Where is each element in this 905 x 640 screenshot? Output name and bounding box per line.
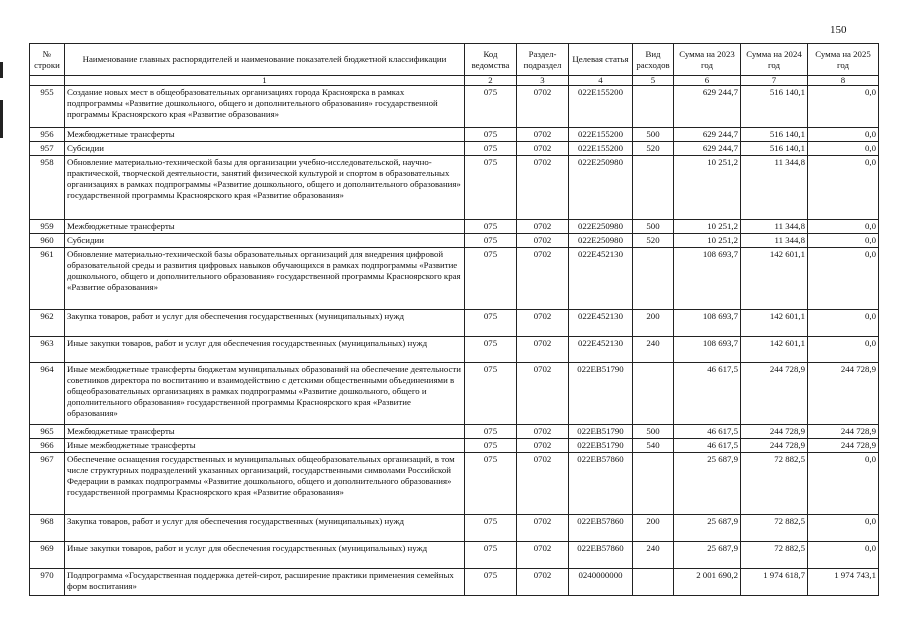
row-sum-2024: 142 601,1 <box>741 310 808 337</box>
row-expense-type: 200 <box>633 310 674 337</box>
header-sum-2025: Сумма на 2025 год <box>808 44 879 76</box>
table-row <box>30 86 879 128</box>
row-sum-2024: 1 974 618,7 <box>741 569 808 596</box>
row-name: Обновление материально-технической базы образовательных организаций для внедрения цифровой образовательной среды и развития цифровых навыков обучающихся в рамках подпрограммы «Развитие дошкольного, общего и дополнительного образования» государственной программы Красноярского края «Развитие образования» <box>65 248 465 310</box>
row-number: 966 <box>30 439 65 453</box>
row-target-item: 022Е452130 <box>569 248 633 310</box>
row-sum-2025: 0,0 <box>808 128 879 142</box>
row-sum-2023: 46 617,5 <box>674 425 741 439</box>
row-sum-2025: 0,0 <box>808 220 879 234</box>
header-name: Наименование главных распорядителей и наименование показателей бюджетной классификации <box>65 44 465 76</box>
table-row <box>30 248 879 310</box>
row-sum-2023: 108 693,7 <box>674 248 741 310</box>
row-section: 0702 <box>517 569 569 596</box>
row-target-item: 0240000000 <box>569 569 633 596</box>
table-row <box>30 425 879 439</box>
column-number <box>30 76 65 86</box>
row-sum-2023: 46 617,5 <box>674 363 741 425</box>
table-row <box>30 310 879 337</box>
row-section: 0702 <box>517 310 569 337</box>
row-number: 970 <box>30 569 65 596</box>
row-department-code: 075 <box>465 363 517 425</box>
row-target-item: 022ЕВ51790 <box>569 363 633 425</box>
row-section: 0702 <box>517 542 569 569</box>
row-target-item: 022Е452130 <box>569 310 633 337</box>
row-sum-2023: 629 244,7 <box>674 128 741 142</box>
row-sum-2024: 142 601,1 <box>741 337 808 363</box>
row-name: Подпрограмма «Государственная поддержка детей-сирот, расширение практики применения семейных форм воспитания» <box>65 569 465 596</box>
row-sum-2025: 0,0 <box>808 142 879 156</box>
row-department-code: 075 <box>465 220 517 234</box>
row-sum-2024: 11 344,8 <box>741 234 808 248</box>
table-row <box>30 234 879 248</box>
row-sum-2024: 72 882,5 <box>741 515 808 542</box>
table-row <box>30 337 879 363</box>
row-department-code: 075 <box>465 515 517 542</box>
row-sum-2024: 244 728,9 <box>741 363 808 425</box>
page-number: 150 <box>830 24 847 36</box>
row-expense-type: 500 <box>633 220 674 234</box>
margin-mark <box>0 100 3 138</box>
row-expense-type: 500 <box>633 425 674 439</box>
row-section: 0702 <box>517 128 569 142</box>
row-sum-2024: 516 140,1 <box>741 128 808 142</box>
row-sum-2023: 108 693,7 <box>674 337 741 363</box>
row-department-code: 075 <box>465 439 517 453</box>
row-sum-2025: 0,0 <box>808 310 879 337</box>
row-expense-type <box>633 569 674 596</box>
table-row <box>30 156 879 220</box>
row-number: 955 <box>30 86 65 128</box>
row-sum-2025: 0,0 <box>808 542 879 569</box>
header-row <box>30 44 879 76</box>
row-target-item: 022ЕВ57860 <box>569 453 633 515</box>
header-sum-2023: Сумма на 2023 год <box>674 44 741 76</box>
row-target-item: 022ЕВ57860 <box>569 515 633 542</box>
row-sum-2023: 629 244,7 <box>674 86 741 128</box>
row-sum-2023: 10 251,2 <box>674 220 741 234</box>
column-number: 6 <box>674 76 741 86</box>
row-expense-type: 240 <box>633 337 674 363</box>
table-row <box>30 220 879 234</box>
column-number: 2 <box>465 76 517 86</box>
row-sum-2024: 72 882,5 <box>741 453 808 515</box>
row-expense-type <box>633 156 674 220</box>
row-sum-2024: 11 344,8 <box>741 220 808 234</box>
row-sum-2025: 1 974 743,1 <box>808 569 879 596</box>
row-section: 0702 <box>517 234 569 248</box>
row-sum-2024: 244 728,9 <box>741 425 808 439</box>
row-sum-2025: 0,0 <box>808 86 879 128</box>
row-name: Межбюджетные трансферты <box>65 128 465 142</box>
row-number: 956 <box>30 128 65 142</box>
row-target-item: 022Е250980 <box>569 220 633 234</box>
row-target-item: 022Е250980 <box>569 156 633 220</box>
row-department-code: 075 <box>465 542 517 569</box>
row-target-item: 022ЕВ51790 <box>569 425 633 439</box>
row-expense-type <box>633 86 674 128</box>
row-name: Межбюджетные трансферты <box>65 425 465 439</box>
row-sum-2025: 244 728,9 <box>808 363 879 425</box>
row-name: Иные закупки товаров, работ и услуг для обеспечения государственных (муниципальных) нужд <box>65 337 465 363</box>
row-name: Создание новых мест в общеобразовательных организациях города Красноярска в рамках подпрограммы «Развитие дошкольного, общего и дополнительного образования» государственной программы Красноярского края «Развитие образования» <box>65 86 465 128</box>
row-sum-2023: 46 617,5 <box>674 439 741 453</box>
row-section: 0702 <box>517 156 569 220</box>
table-row <box>30 453 879 515</box>
column-number: 5 <box>633 76 674 86</box>
row-target-item: 022Е155200 <box>569 142 633 156</box>
row-section: 0702 <box>517 248 569 310</box>
row-target-item: 022Е155200 <box>569 86 633 128</box>
row-expense-type: 520 <box>633 234 674 248</box>
row-department-code: 075 <box>465 310 517 337</box>
row-sum-2023: 10 251,2 <box>674 234 741 248</box>
row-section: 0702 <box>517 142 569 156</box>
row-name: Обновление материально-технической базы для организации учебно-исследовательской, научно-практической, творческой деятельности, занятий физической культурой и спортом в образовательных организациях в рамках подпрограммы «Развитие дошкольного, общего и дополнительного образования» государственной программы Красноярского края «Развитие образования» <box>65 156 465 220</box>
row-name: Субсидии <box>65 142 465 156</box>
column-number: 3 <box>517 76 569 86</box>
row-name: Иные межбюджетные трансферты <box>65 439 465 453</box>
row-department-code: 075 <box>465 142 517 156</box>
row-department-code: 075 <box>465 337 517 363</box>
row-name: Межбюджетные трансферты <box>65 220 465 234</box>
row-sum-2024: 11 344,8 <box>741 156 808 220</box>
row-expense-type: 520 <box>633 142 674 156</box>
row-sum-2025: 0,0 <box>808 156 879 220</box>
row-sum-2024: 516 140,1 <box>741 86 808 128</box>
table-row <box>30 142 879 156</box>
row-sum-2023: 629 244,7 <box>674 142 741 156</box>
header-department-code: Код ведомства <box>465 44 517 76</box>
row-name: Закупка товаров, работ и услуг для обеспечения государственных (муниципальных) нужд <box>65 310 465 337</box>
row-expense-type: 200 <box>633 515 674 542</box>
table-row <box>30 542 879 569</box>
row-sum-2025: 0,0 <box>808 234 879 248</box>
row-section: 0702 <box>517 220 569 234</box>
row-expense-type: 500 <box>633 128 674 142</box>
row-number: 963 <box>30 337 65 363</box>
row-section: 0702 <box>517 86 569 128</box>
row-sum-2025: 244 728,9 <box>808 439 879 453</box>
header-target-item: Целевая статья <box>569 44 633 76</box>
row-department-code: 075 <box>465 86 517 128</box>
row-number: 957 <box>30 142 65 156</box>
row-expense-type <box>633 453 674 515</box>
row-sum-2023: 25 687,9 <box>674 542 741 569</box>
row-section: 0702 <box>517 363 569 425</box>
row-expense-type: 540 <box>633 439 674 453</box>
row-number: 960 <box>30 234 65 248</box>
table-row <box>30 439 879 453</box>
row-target-item: 022ЕВ51790 <box>569 439 633 453</box>
row-sum-2025: 0,0 <box>808 515 879 542</box>
row-sum-2024: 516 140,1 <box>741 142 808 156</box>
row-sum-2024: 244 728,9 <box>741 439 808 453</box>
row-sum-2023: 108 693,7 <box>674 310 741 337</box>
header-sum-2024: Сумма на 2024 год <box>741 44 808 76</box>
row-sum-2024: 72 882,5 <box>741 542 808 569</box>
row-number: 962 <box>30 310 65 337</box>
row-name: Субсидии <box>65 234 465 248</box>
row-number: 964 <box>30 363 65 425</box>
row-expense-type <box>633 248 674 310</box>
row-section: 0702 <box>517 515 569 542</box>
row-department-code: 075 <box>465 569 517 596</box>
row-sum-2023: 2 001 690,2 <box>674 569 741 596</box>
row-number: 968 <box>30 515 65 542</box>
row-number: 967 <box>30 453 65 515</box>
column-number: 4 <box>569 76 633 86</box>
budget-table <box>29 43 879 596</box>
row-number: 958 <box>30 156 65 220</box>
row-department-code: 075 <box>465 156 517 220</box>
row-number: 969 <box>30 542 65 569</box>
row-section: 0702 <box>517 453 569 515</box>
row-name: Иные межбюджетные трансферты бюджетам муниципальных образований на обеспечение деятельности советников директора по воспитанию и взаимодействию с детскими общественными объединениями в общеобразовательных организациях в рамках подпрограммы «Развитие дошкольного, общего и дополнительного образования» государственной программы Красноярского края «Развитие образования» <box>65 363 465 425</box>
table-row <box>30 515 879 542</box>
row-department-code: 075 <box>465 234 517 248</box>
column-number: 7 <box>741 76 808 86</box>
row-number: 961 <box>30 248 65 310</box>
column-number: 8 <box>808 76 879 86</box>
row-number: 965 <box>30 425 65 439</box>
row-section: 0702 <box>517 425 569 439</box>
row-sum-2025: 0,0 <box>808 337 879 363</box>
row-department-code: 075 <box>465 128 517 142</box>
table-row <box>30 569 879 596</box>
row-section: 0702 <box>517 337 569 363</box>
column-number-row <box>30 76 879 86</box>
header-section: Раздел-подраздел <box>517 44 569 76</box>
row-target-item: 022Е250980 <box>569 234 633 248</box>
row-target-item: 022ЕВ57860 <box>569 542 633 569</box>
row-name: Обеспечение оснащения государственных и муниципальных общеобразовательных организаций, в том числе структурных подразделений указанных организаций, государственными символами Российской Федерации в рамках подпрограммы «Развитие дошкольного, общего и дополнительного образования» государственной программы Красноярского края «Развитие образования» <box>65 453 465 515</box>
row-number: 959 <box>30 220 65 234</box>
column-number: 1 <box>65 76 465 86</box>
header-row-number: № строки <box>30 44 65 76</box>
table-row <box>30 363 879 425</box>
row-sum-2025: 244 728,9 <box>808 425 879 439</box>
margin-mark <box>0 62 3 78</box>
row-expense-type: 240 <box>633 542 674 569</box>
table-row <box>30 128 879 142</box>
row-sum-2025: 0,0 <box>808 248 879 310</box>
row-department-code: 075 <box>465 248 517 310</box>
row-expense-type <box>633 363 674 425</box>
row-sum-2024: 142 601,1 <box>741 248 808 310</box>
row-name: Иные закупки товаров, работ и услуг для обеспечения государственных (муниципальных) нужд <box>65 542 465 569</box>
row-department-code: 075 <box>465 425 517 439</box>
row-section: 0702 <box>517 439 569 453</box>
row-department-code: 075 <box>465 453 517 515</box>
row-sum-2023: 25 687,9 <box>674 515 741 542</box>
row-name: Закупка товаров, работ и услуг для обеспечения государственных (муниципальных) нужд <box>65 515 465 542</box>
row-sum-2023: 10 251,2 <box>674 156 741 220</box>
row-sum-2025: 0,0 <box>808 453 879 515</box>
row-target-item: 022Е155200 <box>569 128 633 142</box>
row-target-item: 022Е452130 <box>569 337 633 363</box>
header-expense-type: Вид расходов <box>633 44 674 76</box>
row-sum-2023: 25 687,9 <box>674 453 741 515</box>
